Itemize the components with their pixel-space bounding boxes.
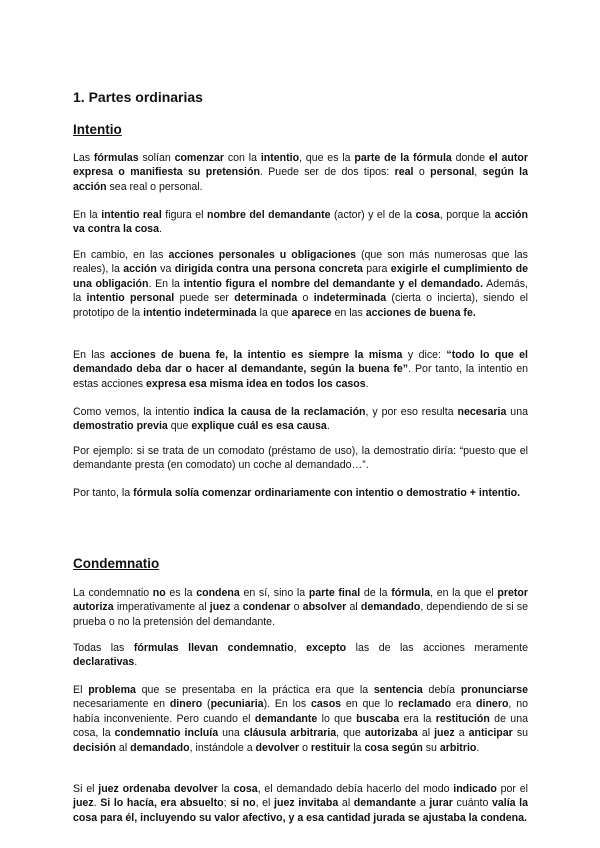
text-run: de la xyxy=(360,587,392,599)
text-run: al xyxy=(115,741,131,754)
bold-text: intentio figura el nombre del demandante y el demandado. xyxy=(183,277,484,290)
bold-text: sentencia xyxy=(373,684,423,696)
text-run: (cierta o incierta), siendo el prototipo de la xyxy=(73,292,528,319)
text-run: a xyxy=(230,601,243,614)
bold-text: juez xyxy=(434,727,455,740)
paragraph xyxy=(73,348,528,391)
bold-text: acción va contra la cosa xyxy=(73,209,528,236)
text-run: ; xyxy=(223,797,231,810)
bold-text: decisión xyxy=(73,741,116,754)
bold-text: si no xyxy=(230,797,256,810)
bold-text: fórmulas xyxy=(93,152,139,164)
text-run: , instándole a xyxy=(189,741,256,754)
text-run: en que lo xyxy=(341,698,399,711)
bold-text: pecuniaria xyxy=(210,698,264,711)
text-run: que xyxy=(167,420,192,433)
text-run: solían xyxy=(138,152,175,164)
text-run: En la xyxy=(73,209,102,221)
bold-text: explique cuál es esa causa xyxy=(191,420,327,433)
text-run: en las xyxy=(331,306,366,319)
bold-text: indicado xyxy=(453,783,497,795)
bold-text: dinero xyxy=(476,698,509,711)
text-run: , que es la xyxy=(299,152,355,164)
text-run: El xyxy=(73,684,89,696)
paragraph xyxy=(73,683,528,755)
bold-text: expresa esa misma idea en todos los casos xyxy=(146,377,366,390)
bold-text: juez ordenaba devolver xyxy=(98,783,218,795)
bold-text: demandado xyxy=(360,601,421,614)
bold-text: indica la causa de la reclamación xyxy=(193,406,366,418)
text-run: ). En los xyxy=(263,698,312,711)
bold-text: demandante xyxy=(353,797,417,810)
bold-text: declarativas xyxy=(73,656,135,669)
text-run: En cambio, en las xyxy=(73,249,169,261)
bold-text: excepto xyxy=(306,642,347,654)
bold-text: dinero xyxy=(169,698,203,711)
bold-text: fórmula xyxy=(391,587,431,599)
text-run: , en la que el xyxy=(430,587,498,599)
bold-text: comenzar xyxy=(174,152,225,164)
bold-text: cosa xyxy=(233,783,258,795)
text-run: . xyxy=(365,377,369,390)
bold-text: determinada xyxy=(234,292,298,305)
text-run: una xyxy=(506,406,528,418)
paragraph xyxy=(73,208,528,237)
paragraph xyxy=(73,151,528,194)
text-run: a xyxy=(454,727,469,740)
bold-text: fórmulas llevan condemnatio xyxy=(133,642,294,654)
bold-text: pretor autoriza xyxy=(73,587,528,614)
text-run: es la xyxy=(165,587,197,599)
text-run: , el xyxy=(255,797,275,810)
text-run: la que xyxy=(256,306,292,319)
paragraph xyxy=(73,444,528,473)
text-run: Por ejemplo: si se trata de un comodato (préstamo de uso), la demostratio diría: “puesto que el demandante presta (en comodato) un coche al demandado…”. xyxy=(73,445,528,472)
text-run: va xyxy=(156,263,175,276)
text-run: era xyxy=(451,698,477,711)
text-run: , xyxy=(293,642,307,654)
bold-text: autorizaba xyxy=(364,727,418,740)
text-run: o xyxy=(290,601,303,614)
bold-text: intentio xyxy=(260,152,300,164)
bold-text: parte de la fórmula xyxy=(354,152,452,164)
bold-text: problema xyxy=(88,684,136,696)
bold-text: cosa según xyxy=(364,741,423,754)
text-run: figura el xyxy=(161,209,207,221)
bold-text: dirigida contra una persona concreta xyxy=(174,263,363,276)
bold-text: según la acción xyxy=(73,166,529,193)
text-run: imperativamente al xyxy=(113,601,210,614)
text-run: la xyxy=(350,741,365,754)
text-run: , xyxy=(474,166,483,179)
text-run: La condemnatio xyxy=(73,587,153,599)
text-run: (actor) y el de la xyxy=(330,209,416,221)
text-run: al xyxy=(417,727,435,740)
text-run: que se presentaba en la práctica era que la xyxy=(135,684,374,696)
bold-text: juez xyxy=(73,797,94,810)
bold-text: demostratio previa xyxy=(73,420,168,433)
bold-text: devolver xyxy=(255,741,300,754)
paragraph xyxy=(73,486,528,500)
text-run: , y por eso resulta xyxy=(365,406,458,418)
text-run: donde xyxy=(451,152,489,164)
bold-text: arbitrio xyxy=(439,741,477,754)
text-run: al xyxy=(338,797,354,810)
text-run: era la xyxy=(399,712,436,725)
text-run: lo que xyxy=(317,712,357,725)
bold-text: restituir xyxy=(310,741,351,754)
text-run: sea real o personal. xyxy=(106,180,203,193)
bold-text: demandado xyxy=(130,741,190,754)
bold-text: nombre del demandante xyxy=(207,209,331,221)
text-run: con la xyxy=(224,152,261,164)
bold-text: personal xyxy=(430,166,475,179)
text-run: Por tanto, la xyxy=(73,487,134,499)
text-run: , porque la xyxy=(439,209,495,221)
text-run: su xyxy=(422,741,440,754)
bold-text: buscaba xyxy=(356,712,400,725)
text-run: , no había inconveniente. Pero cuando el xyxy=(73,698,528,725)
bold-text: juez xyxy=(209,601,231,614)
text-run: en sí, sino la xyxy=(239,587,309,599)
bold-text: fórmula solía comenzar ordinariamente con intentio o demostratio + intentio. xyxy=(133,487,521,499)
text-run: puede ser xyxy=(174,292,235,305)
text-run: Si el xyxy=(73,783,99,795)
bold-text: cosa xyxy=(415,209,440,221)
page-title: 1. Partes ordinarias xyxy=(73,89,203,105)
text-run: las de las acciones meramente xyxy=(346,642,528,654)
bold-text: condena xyxy=(196,587,240,599)
bold-text: el autor expresa o manifiesta su pretensión xyxy=(73,152,529,179)
bold-text: indeterminada xyxy=(313,292,387,305)
bold-text: acciones de buena fe, la intentio es siempre la misma xyxy=(110,349,403,361)
text-run: . xyxy=(93,797,101,810)
text-run: . xyxy=(326,420,330,433)
bold-text: cláusula arbitraria xyxy=(243,727,337,740)
bold-text: parte final xyxy=(308,587,361,599)
paragraph xyxy=(73,586,528,629)
bold-text: acciones de buena fe. xyxy=(365,306,476,319)
bold-text: jurar xyxy=(429,797,453,810)
text-run: , que xyxy=(336,727,365,740)
bold-text: acción xyxy=(123,263,157,276)
bold-text: necesaria xyxy=(457,406,507,418)
text-run: para xyxy=(362,263,391,276)
bold-text: juez invitaba xyxy=(274,797,339,810)
bold-text: absolver xyxy=(302,601,347,614)
text-run: por el xyxy=(496,783,528,795)
bold-text: restitución xyxy=(435,712,490,725)
paragraph xyxy=(73,248,528,320)
bold-text: reclamado xyxy=(398,698,452,711)
bold-text: demandante xyxy=(254,712,318,725)
bold-text: aparece xyxy=(291,306,332,319)
bold-text: valía la cosa para él, incluyendo su valor afectivo, y a esa cantidad jurada se ajustaba la condena. xyxy=(73,797,528,824)
paragraph xyxy=(73,405,528,434)
bold-text: real xyxy=(394,166,414,179)
text-run: Las xyxy=(73,152,94,164)
text-run: a xyxy=(416,797,430,810)
text-run: . Puede ser de dos tipos: xyxy=(259,166,395,179)
bold-text: casos xyxy=(311,698,342,711)
text-run: la xyxy=(217,783,234,795)
bold-text: intentio indeterminada xyxy=(143,306,257,319)
bold-text: Si lo hacía, era absuelto xyxy=(100,797,224,810)
text-run: o xyxy=(413,166,431,179)
text-run: de una cosa, la xyxy=(73,712,528,740)
bold-text: anticipar xyxy=(468,727,513,740)
bold-text: no xyxy=(152,587,166,599)
text-run: . xyxy=(158,223,162,236)
bold-text: exigirle el cumplimiento de una obligación xyxy=(73,263,528,290)
bold-text: condenar xyxy=(242,601,291,614)
text-run: y dice: xyxy=(402,349,447,361)
text-run: . xyxy=(134,656,138,669)
text-run: o xyxy=(297,292,314,305)
text-run: al xyxy=(346,601,361,614)
section-heading-condemnatio: Condemnatio xyxy=(73,556,160,571)
text-run: (que son más numerosas que las reales), la xyxy=(73,249,528,276)
text-run: Todas las xyxy=(73,642,134,654)
text-run: o xyxy=(299,741,311,754)
bold-text: condemnatio incluía xyxy=(114,727,219,740)
bold-text: intentio personal xyxy=(86,292,175,305)
bold-text: intentio real xyxy=(101,209,162,221)
text-run: . Por tanto, la intentio en estas acciones xyxy=(73,363,528,390)
bold-text: “todo lo que el demandado deba dar o hacer al demandante, según la buena fe” xyxy=(73,349,529,376)
text-run: debía xyxy=(422,684,461,696)
text-run: su xyxy=(512,727,529,740)
text-run: una xyxy=(218,727,244,740)
paragraph xyxy=(73,641,528,670)
section-heading-intentio: Intentio xyxy=(73,122,122,137)
text-run: ( xyxy=(202,698,211,711)
text-run: , el demandado debía hacerlo del modo xyxy=(257,783,454,795)
text-run: Como vemos, la intentio xyxy=(73,406,194,418)
text-run: , dependiendo de si se prueba o no la pretensión del demandante. xyxy=(73,601,528,628)
text-run: necesariamente en xyxy=(73,698,170,711)
bold-text: pronunciarse xyxy=(460,684,528,696)
text-run: En las xyxy=(73,349,111,361)
text-run: . En la xyxy=(148,277,184,290)
text-run: Además, la xyxy=(73,277,528,305)
text-run: . xyxy=(476,741,480,754)
paragraph xyxy=(73,782,528,825)
text-run: cuánto xyxy=(452,797,492,810)
bold-text: acciones personales u obligaciones xyxy=(168,249,356,261)
